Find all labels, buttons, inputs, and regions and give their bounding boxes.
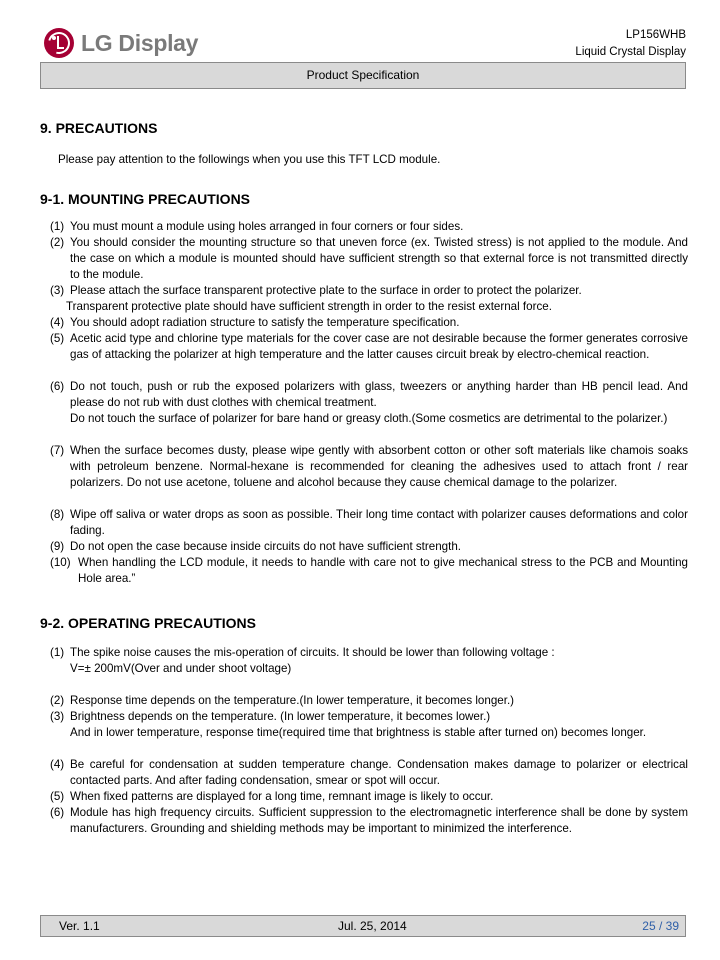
header-model-info	[575, 27, 686, 61]
list-item	[50, 757, 688, 789]
item-text: You should adopt radiation structure to satisfy the temperature specification.	[70, 316, 460, 329]
footer-bar	[40, 915, 686, 937]
item-text: Do not open the case because inside circuits do not have sufficient strength.	[70, 540, 461, 553]
list-item	[50, 805, 688, 837]
lg-logo-icon	[44, 28, 74, 58]
item-number: (3)	[50, 710, 65, 723]
item-number: (5)	[50, 790, 65, 803]
item-text: Brightness depends on the temperature. (In lower temperature, it becomes lower.)	[70, 710, 491, 723]
header-bar-title: Product Specification	[306, 68, 420, 82]
item-number: (5)	[50, 332, 65, 345]
item-number: (2)	[50, 236, 65, 249]
item-extra-text: Do not touch the surface of polarizer for bare hand or greasy cloth.(Some cosmetics are detrimental to the polarizer.)	[70, 411, 668, 425]
section-9-1-title: 9-1. MOUNTING PRECAUTIONS	[40, 191, 251, 207]
footer-version: Ver. 1.1	[59, 919, 100, 933]
list-item	[50, 331, 688, 363]
list-item	[50, 315, 688, 331]
item-text: The spike noise causes the mis-operation of circuits. It should be lower than following voltage :	[70, 646, 555, 659]
item-extra-text: And in lower temperature, response time(required time that brightness is stable after turned on) becomes longer.	[70, 725, 647, 739]
item-number: (10)	[50, 556, 71, 569]
list-item	[50, 219, 688, 235]
model-number: LP156WHB	[625, 29, 686, 41]
item-extra-text: V=± 200mV(Over and under shoot voltage)	[70, 661, 292, 675]
item-text: Be careful for condensation at sudden temperature change. Condensation makes damage to polarizer or electrical contacted parts. And after fading condensation, smear or spot will occur.	[70, 758, 688, 787]
item-number: (1)	[50, 646, 65, 659]
item-text: Module has high frequency circuits. Sufficient suppression to the electromagnetic interference shall be done by system manufacturers. Grounding and shielding methods may be important to minimized the interference.	[70, 806, 688, 835]
footer-date: Jul. 25, 2014	[338, 919, 407, 933]
item-number: (1)	[50, 220, 65, 233]
list-item	[50, 539, 688, 555]
lg-display-logo	[44, 26, 198, 60]
item-text: You must mount a module using holes arranged in four corners or four sides.	[70, 220, 464, 233]
section-9-intro: Please pay attention to the followings when you use this TFT LCD module.	[58, 153, 441, 166]
list-item	[50, 645, 688, 677]
list-item	[50, 709, 688, 741]
item-text: You should consider the mounting structure so that uneven force (ex. Twisted stress) is not applied to the module. And the case on which a module is mounted should have sufficient strength so that external force is not transmitted directly to the module.	[70, 236, 688, 281]
item-text: Acetic acid type and chlorine type materials for the cover case are not desirable because the former generates corrosive gas of attacking the polarizer at high temperature and the latter causes circuit break by electro-chemical reaction.	[70, 332, 688, 361]
item-text: When handling the LCD module, it needs to handle with care not to give mechanical stress to the PCB and Mounting Hole area.”	[78, 556, 688, 585]
item-number: (3)	[50, 284, 65, 297]
item-number: (8)	[50, 508, 65, 521]
item-number: (6)	[50, 380, 65, 393]
list-item	[50, 235, 688, 282]
item-text: When fixed patterns are displayed for a long time, remnant image is likely to occur.	[70, 790, 494, 803]
list-item	[50, 507, 688, 539]
list-item	[50, 379, 688, 426]
logo-text: LG Display	[81, 29, 199, 56]
item-text: Wipe off saliva or water drops as soon as possible. Their long time contact with polarizer causes deformations and color fading.	[70, 508, 688, 537]
item-text: When the surface becomes dusty, please wipe gently with absorbent cotton or other soft materials like chamois soaks with petroleum benzene. Normal-hexane is recommended for cleaning the adhesives used to attach front / rear polarizers. Do not use acetone, toluene and alcohol because they cause chemical damage to the polarizer.	[70, 444, 688, 489]
list-item	[50, 693, 688, 709]
list-item	[50, 789, 688, 805]
item-text: Please attach the surface transparent protective plate to the surface in order to protect the polarizer.	[70, 284, 582, 297]
list-item	[50, 443, 688, 490]
list-item	[50, 283, 688, 315]
header-title-bar	[40, 62, 686, 89]
item-number: (2)	[50, 694, 65, 707]
list-item	[50, 555, 688, 587]
item-number: (7)	[50, 444, 65, 457]
item-number: (4)	[50, 758, 65, 771]
item-text: Response time depends on the temperature.(In lower temperature, it becomes longer.)	[70, 694, 515, 707]
section-9-title: 9. PRECAUTIONS	[40, 120, 158, 136]
item-text: Do not touch, push or rub the exposed polarizers with glass, tweezers or anything harder than HB pencil lead. And please do not rub with dust clothes with chemical treatment.	[70, 380, 688, 409]
item-number: (9)	[50, 540, 65, 553]
item-number: (4)	[50, 316, 65, 329]
product-type: Liquid Crystal Display	[575, 46, 686, 58]
item-extra-text: Transparent protective plate should have sufficient strength in order to the resist external force.	[66, 299, 552, 313]
footer-page-number: 25 / 39	[642, 919, 679, 933]
section-9-2-title: 9-2. OPERATING PRECAUTIONS	[40, 615, 256, 631]
item-number: (6)	[50, 806, 65, 819]
